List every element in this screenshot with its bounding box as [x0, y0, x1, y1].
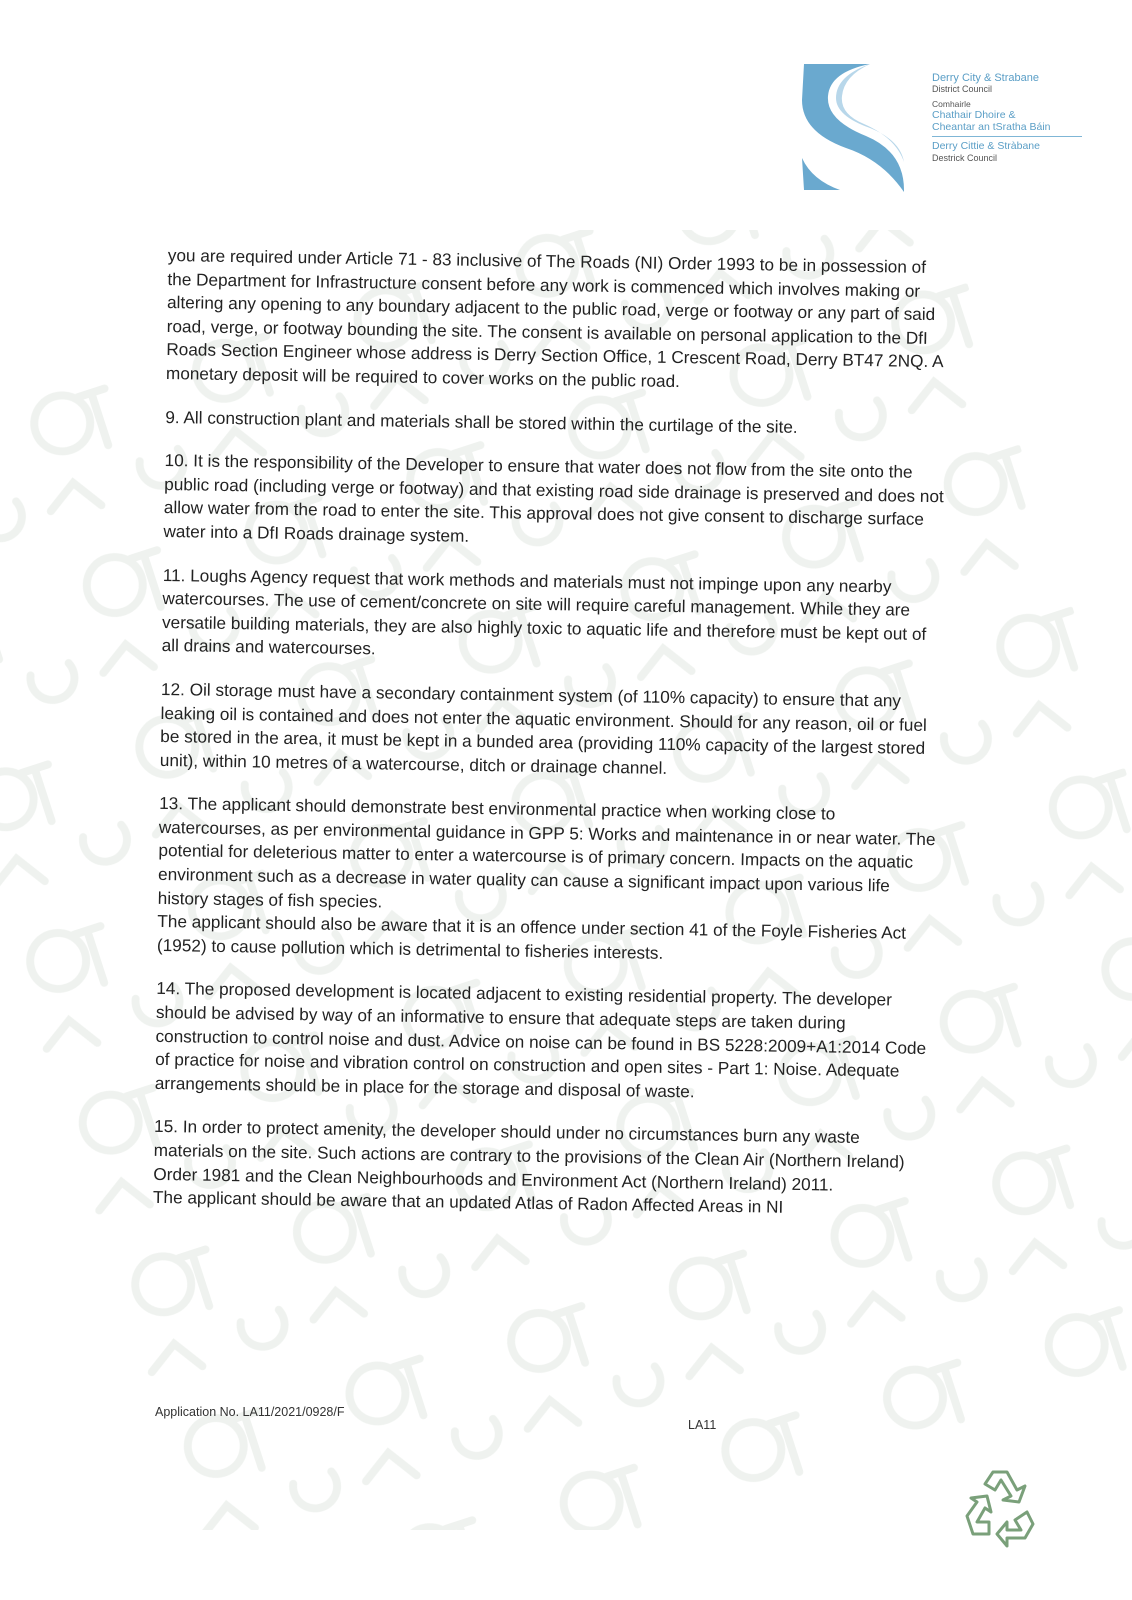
- council-logo: [800, 62, 1090, 192]
- logo-title-english: Derry City & Strabane: [932, 72, 1039, 84]
- paragraph-condition-13-foyle: The applicant should also be aware that it is an offence under section 41 of the Foyle Fisheries Act (1952) to cause pollution which is detrimental to fisheries interests.: [156, 911, 907, 963]
- logo-irish-line-2: Cheantar an tSratha Báin: [932, 120, 1051, 133]
- logo-divider: [932, 136, 1082, 137]
- council-logo-icon: [800, 62, 910, 192]
- logo-irish-line-1: Chathair Dhoire &: [932, 108, 1016, 121]
- paragraph-radon: The applicant should be aware that an updated Atlas of Radon Affected Areas in NI: [152, 1187, 784, 1217]
- paragraph-condition-14: 14. The proposed development is located adjacent to existing residential property. The developer should be advised by way of an informative to ensure that adequate steps are taken during construction to control noise and dust. Advice on noise can be found in BS 5228:2009+A1:2014 Code of practice for noise and vibration control on construction and open sites - Part 1: Noise. Adequate arrangements should be in place for the storage and disposal of waste.: [154, 978, 927, 1102]
- paragraph-condition-10: 10. It is the responsibility of the Developer to ensure that water does not flow from the site onto the public road (including verge or footway) and that existing road side drainage is preserved and does not allow water from the road to enter the site. This approval does not give consent to discharge surface water into a DfI Roads drainage system.: [163, 450, 944, 546]
- page-code: LA11: [688, 1418, 717, 1432]
- paragraph-roads-consent: you are required under Article 71 - 83 inclusive of The Roads (NI) Order 1993 to be in possession of the Department for Infrastructure consent before any work is commenced which involves making or altering any opening to any boundary adjacent to the public road, verge or footway or any part of said road, verge, or footway bounding the site. The consent is available on personal application to the DfI Roads Section Engineer whose address is Derry Section Office, 1 Crescent Road, Derry BT47 2NQ. A monetary deposit will be required to cover works on the public road.: [165, 244, 943, 392]
- paragraph-condition-12: 12. Oil storage must have a secondary containment system (of 110% capacity) to ensure that any leaking oil is contained and does not enter the aquatic environment. Should for any reason, oil or fuel be stored in the area, it must be kept in a bunded area (providing 110% capacity of the largest stored unit), within 10 metres of a watercourse, ditch or drainage channel.: [159, 678, 928, 778]
- paragraph-condition-13: 13. The applicant should demonstrate best environmental practice when working close to watercourses, as per environmental guidance in GPP 5: Works and maintenance in or near water. The potential for deleterious matter to enter a watercourse is of primary concern. Impacts on the aquatic environment such as a decrease in water quality can cause a significant impact upon various life history stages of fish species.: [157, 793, 936, 912]
- logo-ulster-scots-subtitle: Destrick Council: [932, 153, 998, 164]
- logo-subtitle-english: District Council: [932, 84, 993, 95]
- application-number: Application No. LA11/2021/0928/F: [155, 1405, 345, 1419]
- recycle-icon: [955, 1462, 1045, 1552]
- paragraph-condition-11: 11. Loughs Agency request that work methods and materials must not impinge upon any nearby watercourses. The use of cement/concrete on site will require careful management. While they are versatile building materials, they are also highly toxic to aquatic life and therefore must be kept out of all drains and watercourses.: [161, 564, 927, 659]
- paragraph-condition-9: 9. All construction plant and materials shall be stored within the curtilage of the site.: [165, 406, 798, 437]
- document-body: [153, 244, 948, 1222]
- logo-ulster-scots-title: Derry Cittie & Stràbane: [932, 140, 1040, 153]
- logo-irish-prefix: Comhairle: [932, 99, 971, 110]
- paragraph-condition-15: 15. In order to protect amenity, the developer should under no circumstances burn any waste materials on the site. Such actions are contrary to the provisions of the Clean Air (Northern Ireland) Order 1981 and the Clean Neighbourhoods and Environment Act (Northern Ireland) 2011.: [153, 1116, 905, 1195]
